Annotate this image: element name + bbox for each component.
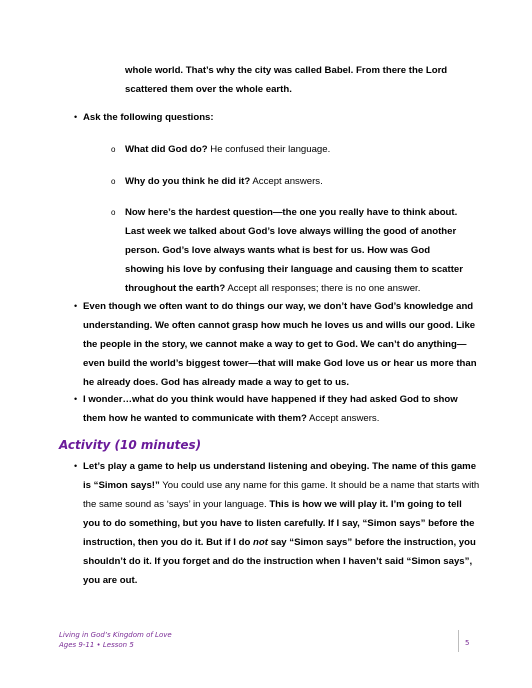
simon-intro: Let’s play a game to help us understand listening and obeying. The name of this game is “Simon says!” [83, 461, 477, 491]
footer-title: Living in God’s Kingdom of Love [59, 631, 172, 639]
bullet-marker: • [74, 461, 78, 471]
footer [59, 630, 359, 650]
bullet-i-wonder [74, 390, 481, 428]
footer-subtitle: Ages 9-11 • Lesson 5 [59, 641, 134, 649]
question-text: Why do you think he did it? [125, 176, 251, 187]
answer-text: He confused their language. [207, 144, 331, 155]
bullet-text: Ask the following questions: [83, 112, 214, 123]
bullet-marker: • [74, 301, 78, 311]
question-1 [111, 140, 475, 159]
simon-rules: This is how we will play it. I’m going to tell you to do something, but you have to listen carefully. If I say, “Simon says” before the instruction, then you do it. But if I do [83, 499, 475, 548]
simon-rules-end: say “Simon says” before the instruction, you shouldn’t do it. If you forget and do the instruction when I haven’t said “Simon says”, you are out. [83, 537, 476, 586]
question-3 [111, 203, 470, 298]
simon-note: You could use any name for this game. It should be a name that starts with the same sound as ‘says’ in your language. [83, 480, 480, 510]
sub-bullet-marker: o [111, 177, 116, 186]
bullet-simon-says [74, 457, 481, 590]
sub-bullet-marker: o [111, 208, 116, 217]
question-text: Now here’s the hardest question—the one you really have to think about. Last week we talked about God’s love always willing the good of another person. God’s love always wants what is best for us. How was God showing his love by confusing their language and causing them to scatter throughout the earth? [125, 207, 463, 294]
bullet-ask-questions [74, 108, 483, 127]
answer-text: Accept answers. [250, 176, 323, 187]
simon-emphasis: not [253, 537, 268, 548]
question-2 [111, 172, 475, 191]
page-number: 5 [465, 639, 470, 647]
footer-divider [458, 630, 459, 652]
bullet-marker: • [74, 394, 78, 404]
wonder-question: I wonder…what do you think would have happened if they had asked God to show them how he wanted to communicate with them? [83, 394, 458, 424]
bullet-marker: • [74, 112, 78, 122]
continuation-text: whole world. That’s why the city was called Babel. From there the Lord scattered them over the whole earth. [125, 65, 448, 95]
sub-bullet-marker: o [111, 145, 116, 154]
answer-text: Accept all responses; there is no one answer. [225, 283, 421, 294]
bullet-text: Even though we often want to do things our way, we don’t have God’s knowledge and understanding. We often cannot grasp how much he loves us and wills our good. Like the people in the story, we cannot make a way to get to God. We can’t do anything—even build the world’s biggest tower—that will make God love us or hear us more than he already does. God has already made a way to get to us. [83, 301, 477, 388]
activity-heading: Activity (10 minutes) [59, 438, 202, 452]
question-text: What did God do? [125, 144, 208, 155]
bullet-gods-knowledge [74, 297, 481, 392]
continuation-paragraph [125, 61, 470, 99]
answer-text: Accept answers. [306, 413, 380, 424]
